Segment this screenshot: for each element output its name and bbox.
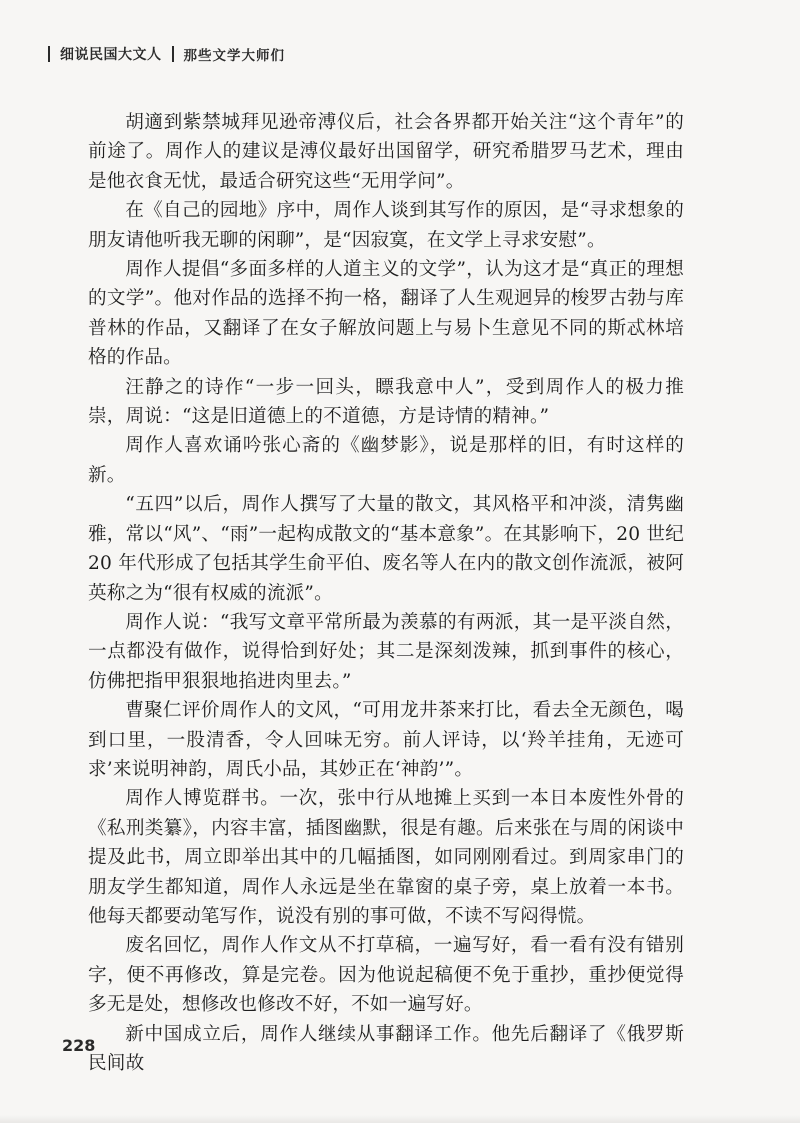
header-divider (48, 46, 50, 62)
paragraph: 周作人提倡“多面多样的人道主义的文学”，认为这才是“真正的理想的文学”。他对作品的选择不拘一格，翻译了人生观迥异的梭罗古勃与库普林的作品，又翻译了在女子解放问题上与易卜生意见不同的斯忒林培格的作品。 (88, 259, 684, 369)
page-number: 228 (62, 1036, 96, 1055)
paragraph: 新中国成立后，周作人继续从事翻译工作。他先后翻译了《俄罗斯民间故 (88, 1023, 684, 1074)
paragraph: 胡適到紫禁城拜见逊帝溥仪后，社会各界都开始关注“这个青年”的前途了。周作人的建议是溥仪最好出国留学，研究希腊罗马艺术，理由是他衣食无忧，最适合研究这些“无用学问”。 (88, 112, 684, 192)
paragraph: 曹聚仁评价周作人的文风，“可用龙井茶来打比，看去全无颜色，喝到口里，一股清香，令人回味无穷。前人评诗，以‘羚羊挂角，无迹可求’来说明神韵，周氏小品，其妙正在‘神韵’”。 (88, 700, 684, 780)
paragraph: 废名回忆，周作人作文从不打草稿，一遍写好，看一看有没有错别字，便不再修改，算是完卷。因为他说起稿便不免于重抄，重抄便觉得多无是处，想修改也修改不好，不如一遍写好。 (88, 935, 684, 1016)
chapter-title: 那些文学大师们 (183, 48, 285, 64)
body-text (88, 108, 684, 1078)
paragraph: 在《自己的园地》序中，周作人谈到其写作的原因，是“寻求想象的朋友请他听我无聊的闲聊”，是“因寂寞，在文学上寻求安慰”。 (88, 200, 684, 251)
running-header (48, 42, 285, 66)
paragraph: 周作人博览群书。一次，张中行从地摊上买到一本日本废性外骨的《私刑类纂》，内容丰富，插图幽默，很是有趣。后来张在与周的闲谈中提及此书，周立即举出其中的几幅插图，如同刚刚看过。到周家串门的朋友学生都知道，周作人永远是坐在靠窗的桌子旁，桌上放着一本书。他每天都要动笔写作，说没有别的事可做，不读不写闷得慌。 (88, 788, 684, 927)
book-title: 细说民国大文人 (60, 47, 162, 63)
paragraph: 周作人说：“我写文章平常所最为羡慕的有两派，其一是平淡自然，一点都没有做作，说得恰到好处；其二是深刻泼辣，抓到事件的核心，仿佛把指甲狠狠地掐进肉里去。” (88, 611, 684, 692)
paragraph: “五四”以后，周作人撰写了大量的散文，其风格平和冲淡，清隽幽雅，常以“风”、“雨”一起构成散文的“基本意象”。在其影响下，20 世纪 20 年代形成了包括其学生俞平伯、废名等人在内的散文创作流派，被阿英称之为“很有权威的流派”。 (88, 494, 684, 604)
page-edge (0, 1115, 800, 1123)
header-divider (172, 46, 174, 62)
paragraph: 汪静之的诗作“一步一回头，瞟我意中人”，受到周作人的极力推崇，周说：“这是旧道德上的不道德，方是诗情的精神。” (88, 376, 684, 428)
paragraph: 周作人喜欢诵吟张心斋的《幽梦影》，说是那样的旧，有时这样的新。 (88, 435, 684, 486)
